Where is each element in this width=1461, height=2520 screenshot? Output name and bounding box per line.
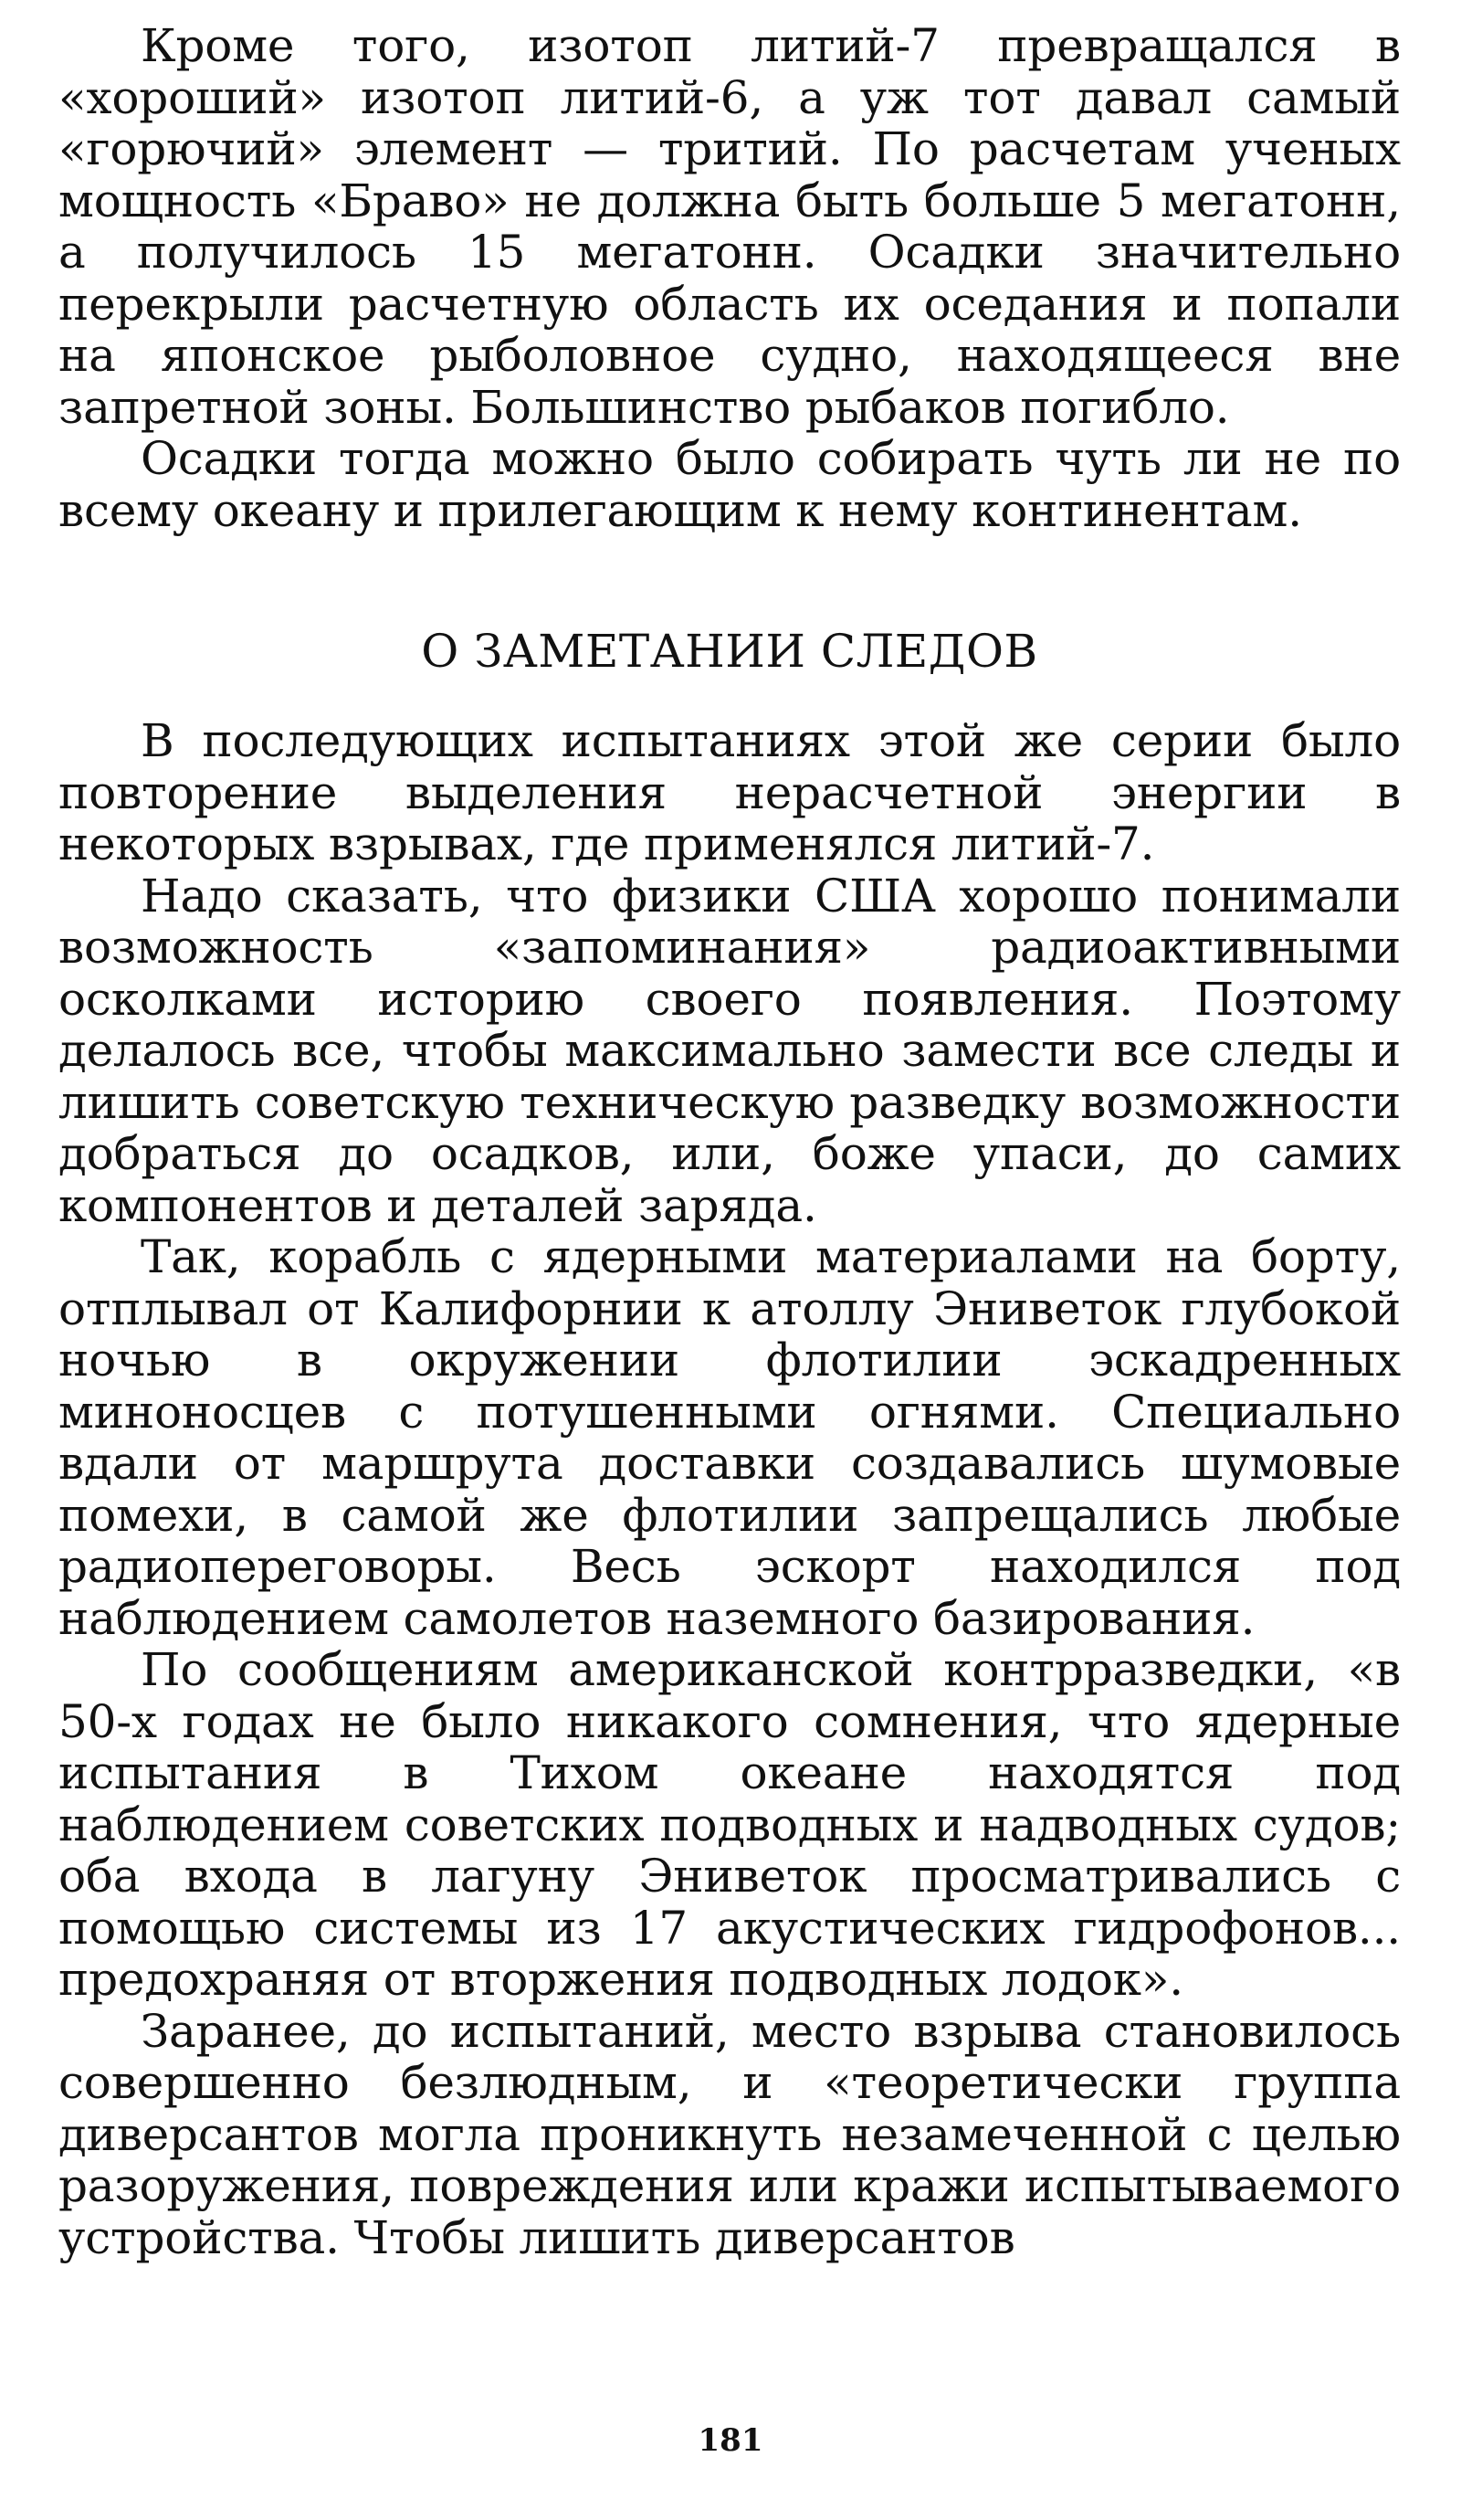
- section-paragraph: В последующих испытаниях этой же серии было повторение выделения нерасчетной энергии в некоторых взрывах, где применялся литий-7.: [58, 714, 1401, 870]
- intro-paragraph: Кроме того, изотоп литий-7 превращался в «хороший» изотоп литий-6, а уж тот давал самый «горючий» элемент — тритий. По расчетам ученых мощность «Браво» не должна быть больше 5 мегатонн, а получилось 15 мегатонн. Осадки значительно перекрыли расчетную область их оседания и попали на японское рыболовное судно, находящееся вне запретной зоны. Большинство рыбаков погибло.: [58, 19, 1401, 434]
- intro-paragraph: Осадки тогда можно было собирать чуть ли не по всему океану и прилегающим к нему континентам.: [58, 432, 1401, 537]
- heading-spacer: [58, 679, 1401, 715]
- section-paragraph: Так, корабль с ядерными материалами на борту, отплывал от Калифорнии к атоллу Эниветок глубокой ночью в окружении флотилии эскадренных миноносцев с потушенными огнями. Специально вдали от маршрута доставки создавались шумовые помехи, в самой же флотилии запрещались любые радиопереговоры. Весь эскорт находился под наблюдением самолетов наземного базирования.: [58, 1230, 1401, 1645]
- section-paragraph: Надо сказать, что физики США хорошо понимали возможность «запоминания» радиоактивными осколками историю своего появления. Поэтому делалось все, чтобы максимально замести все следы и лишить советскую техническую разведку возможности добраться до осадков, или, боже упаси, до самих компонентов и деталей заряда.: [58, 869, 1401, 1232]
- book-page: [58, 20, 1401, 2500]
- section-spacer: [58, 536, 1401, 624]
- section-paragraph: По сообщениям американской контрразведки, «в 50-х годах не было никакого сомнения, что ядерные испытания в Тихом океане находятся под наблюдением советских подводных и надводных судов; оба входа в лагуну Эниветок просматривались с помощью системы из 17 акустических гидрофонов... предохраняя от вторжения подводных лодок».: [58, 1643, 1401, 2006]
- page-number: 181: [698, 2422, 763, 2459]
- section-heading: О ЗАМЕТАНИИ СЛЕДОВ: [421, 625, 1038, 678]
- section-paragraph: Заранее, до испытаний, место взрыва становилось совершенно безлюдным, и «теоретически группа диверсантов могла проникнуть незамеченной с целью разоружения, повреждения или кражи испытываемого устройства. Чтобы лишить диверсантов: [58, 2004, 1401, 2264]
